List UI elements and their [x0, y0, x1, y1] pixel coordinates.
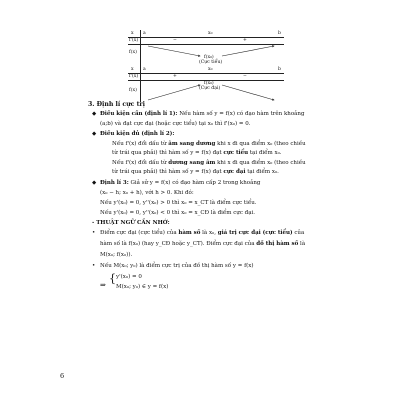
thm3-line1: Định lí 3: Giả sử y = f(x) có đạo hàm cấp 2 trong khoảng: [100, 180, 261, 186]
system-eq1: y'(x₀) = 0: [116, 274, 142, 280]
table-point-caption: (Cực tiểu): [199, 60, 223, 65]
table-x-label: x: [131, 31, 134, 36]
bullet-icon: ◆: [92, 180, 97, 186]
term1-line3: M(x₀; f(x₀)).: [100, 252, 133, 258]
bullet-icon: ◆: [92, 131, 97, 137]
table-b: b: [278, 31, 281, 36]
table-sign-right: −: [243, 74, 247, 79]
thm1-line1: Điều kiện cần (định lí 1): Nếu hàm số y = f(x) có đạo hàm trên khoảng: [100, 111, 305, 117]
table-x-label: x: [131, 67, 134, 72]
thm3-line4: Nếu y'(x₀) = 0, y''(x₀) < 0 thì x₀ = x_CĐ là điểm cực đại.: [100, 210, 255, 216]
thm3-line2: (x₀ − h; x₀ + h), với h > 0. Khi đó:: [100, 190, 194, 196]
table-sign-right: +: [243, 38, 247, 43]
table-sign-left: +: [173, 74, 177, 79]
thm3-line3: Nếu y'(x₀) = 0, y''(x₀) > 0 thì x₀ = x_CT là điểm cực tiểu.: [100, 200, 257, 206]
bullet-icon: •: [92, 230, 96, 236]
table-b: b: [278, 67, 281, 72]
table-a: a: [143, 67, 146, 72]
brace-icon: {: [109, 272, 116, 285]
term2-line: Nếu M(x₀; y₀) là điểm cực trị của đồ thị hàm số y = f(x): [100, 263, 254, 269]
table-fprime-label: f'(x): [129, 74, 139, 79]
table-point-caption: (Cực đại): [199, 86, 221, 91]
thm2-p1-line1: Nếu f'(x) đổi dấu từ âm sang dương khi x đi qua điểm x₀ (theo chiều: [112, 141, 306, 147]
thm2-title: Điều kiện đủ (định lí 2):: [100, 131, 175, 137]
table-f-label: f(x): [129, 50, 137, 55]
page-number: 6: [60, 372, 65, 380]
bullet-icon: ◆: [92, 111, 97, 117]
table-sign-left: −: [173, 38, 177, 43]
variation-arrows: [128, 30, 284, 66]
section-title: 3. Định lí cực trị: [88, 101, 146, 108]
table-x0: x₀: [208, 67, 213, 72]
thm2-p1-line2: từ trái qua phải) thì hàm số y = f(x) đạt cực tiểu tại điểm x₀.: [112, 150, 282, 156]
thm2-p2-line2: từ trái qua phải) thì hàm số y = f(x) đạt cực đại tại điểm x₀.: [112, 169, 279, 175]
table-x0: x₀: [208, 31, 213, 36]
term1-line1: Điểm cực đại (cực tiểu) của hàm số là x₀, giá trị cực đại (cực tiểu) của: [100, 230, 305, 236]
table-point-label: f(x₀): [204, 55, 214, 60]
implies-symbol: ⇒: [100, 281, 106, 289]
thm2-p2-line1: Nếu f'(x) đổi dấu từ dương sang âm khi x đi qua điểm x₀ (theo chiều: [112, 160, 306, 166]
table-fprime-label: f'(x): [129, 38, 139, 43]
table-f-label: f(x): [129, 88, 137, 93]
variation-table-maximum: [128, 66, 284, 102]
variation-table-minimum: [128, 30, 284, 66]
terms-title: - THUẬT NGỮ CẦN NHỚ:: [92, 220, 170, 226]
variation-arrows: [128, 66, 284, 102]
table-a: a: [143, 31, 146, 36]
system-eq2: M(x₀; y₀) ∈ y = f(x): [116, 284, 169, 290]
bullet-icon: •: [92, 263, 96, 269]
table-point-label: f(x₀): [204, 81, 214, 86]
thm1-line2: (a;b) và đạt cực đại (hoặc cực tiểu) tại x₀ thì f'(x₀) = 0.: [100, 121, 251, 127]
term1-line2: hàm số là f(x₀) (hay y_CĐ hoặc y_CT). Điểm cực đại của đồ thị hàm số là: [100, 241, 306, 247]
